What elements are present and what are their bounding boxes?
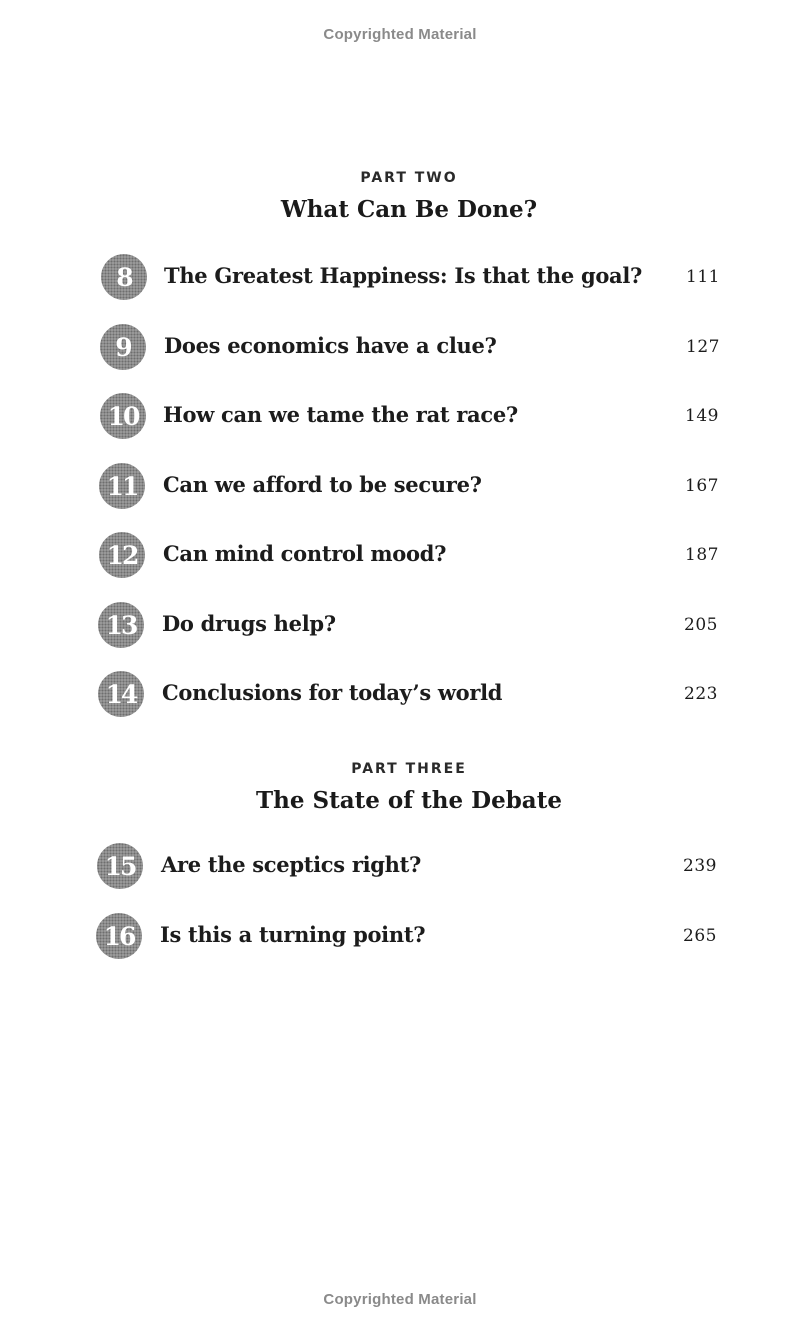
chapter-number-badge: 12 — [99, 532, 145, 578]
chapter-title: Is this a turning point? — [160, 922, 426, 947]
page-number: 187 — [685, 545, 719, 565]
chapter-title: How can we tame the rat race? — [163, 402, 518, 427]
chapter-number-badge: 8 — [101, 254, 147, 300]
chapter-title: Does economics have a clue? — [164, 333, 497, 358]
chapter-number-badge: 10 — [100, 393, 146, 439]
page-number: 149 — [685, 406, 719, 426]
toc-entry-9[interactable] — [0, 324, 800, 374]
chapter-number-badge: 9 — [100, 324, 146, 370]
page-number: 265 — [683, 926, 717, 946]
chapter-number-badge: 11 — [99, 463, 145, 509]
part-three-label: PART THREE — [351, 761, 467, 777]
toc-entry-10[interactable] — [0, 393, 800, 443]
chapter-title: Can mind control mood? — [163, 541, 447, 566]
page-number: 111 — [686, 267, 720, 287]
toc-entry-11[interactable] — [0, 463, 800, 513]
chapter-number-badge: 14 — [98, 671, 144, 717]
page-number: 127 — [686, 337, 720, 357]
toc-entry-15[interactable] — [0, 843, 800, 893]
chapter-title: Conclusions for today’s world — [162, 680, 503, 705]
chapter-title: Can we afford to be secure? — [163, 472, 482, 497]
chapter-title: Are the sceptics right? — [161, 852, 422, 877]
toc-entry-16[interactable] — [0, 913, 800, 963]
page-number: 239 — [683, 856, 717, 876]
toc-entry-8[interactable] — [0, 254, 800, 304]
toc-entry-13[interactable] — [0, 602, 800, 652]
part-two-label: PART TWO — [360, 170, 458, 186]
toc-entry-14[interactable] — [0, 671, 800, 721]
chapter-number-badge: 13 — [98, 602, 144, 648]
copyright-watermark-top: Copyrighted Material — [323, 26, 477, 43]
chapter-title: Do drugs help? — [162, 611, 336, 636]
chapter-number-badge: 15 — [97, 843, 143, 889]
copyright-watermark-bottom: Copyrighted Material — [323, 1291, 477, 1308]
page-number: 205 — [684, 615, 718, 635]
part-two-title: What Can Be Done? — [280, 196, 538, 223]
chapter-number-badge: 16 — [96, 913, 142, 959]
part-three-title: The State of the Debate — [256, 787, 562, 814]
page-number: 223 — [684, 684, 718, 704]
page-number: 167 — [685, 476, 719, 496]
chapter-title: The Greatest Happiness: Is that the goal? — [164, 263, 643, 288]
toc-entry-12[interactable] — [0, 532, 800, 582]
